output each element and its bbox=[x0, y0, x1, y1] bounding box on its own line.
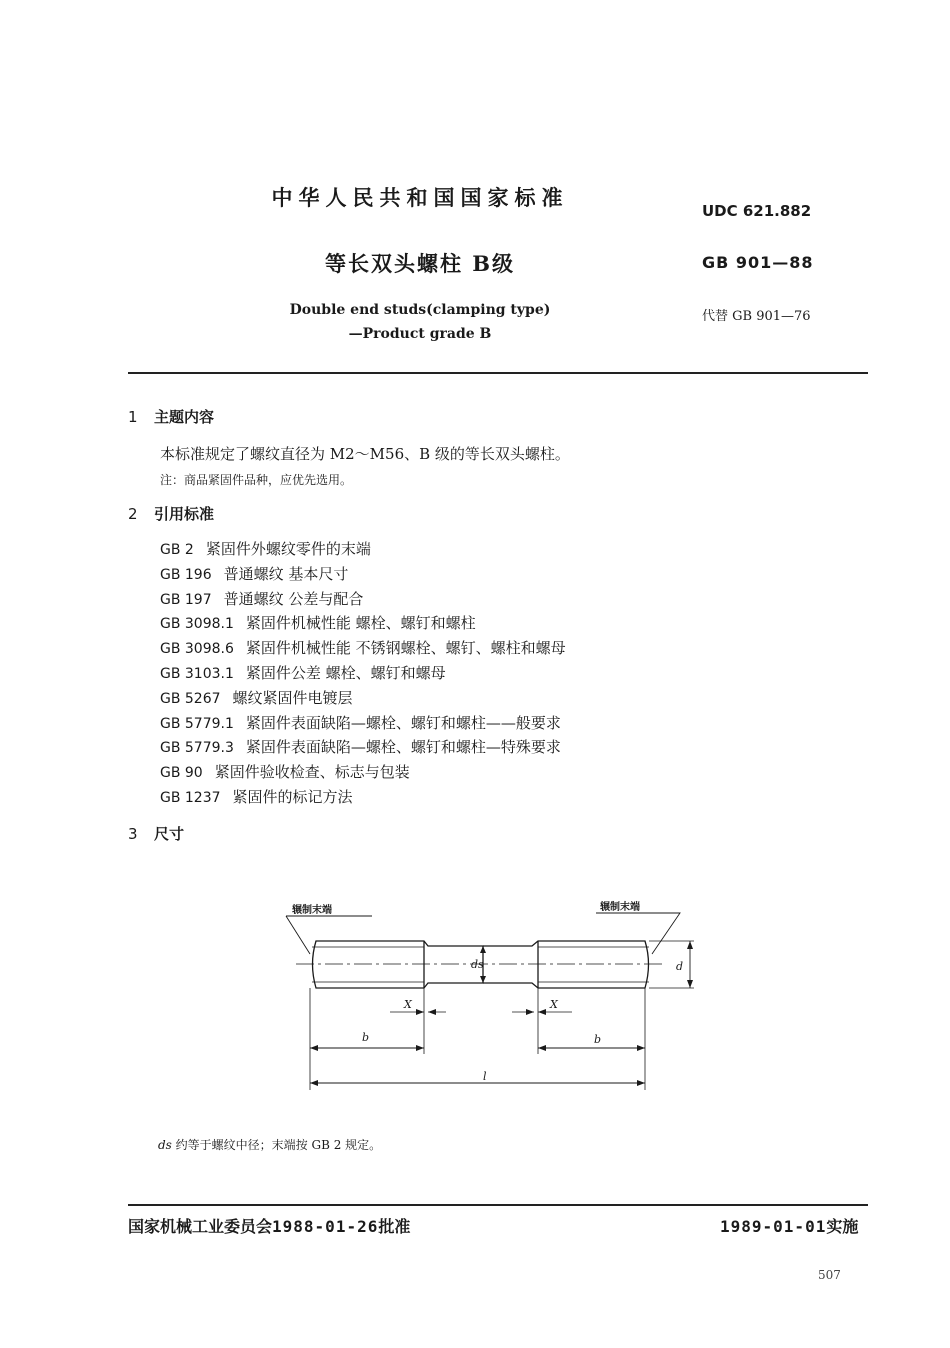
reference-title: 紧固件机械性能 螺栓、螺钉和螺柱 bbox=[245, 614, 476, 633]
reference-title: 紧固件外螺纹零件的末端 bbox=[205, 540, 371, 558]
header-divider bbox=[128, 372, 868, 374]
leader-right bbox=[596, 913, 680, 954]
reference-item bbox=[160, 636, 566, 661]
national-standard-title: 中华人民共和国国家标准 bbox=[271, 185, 569, 210]
section-title: 引用标准 bbox=[154, 505, 215, 523]
approval-org: 国家机械工业委员会 bbox=[128, 1217, 273, 1236]
reference-code: GB 5267 bbox=[160, 690, 221, 707]
effective-date: 1989-01-01 bbox=[720, 1217, 827, 1236]
reference-code: GB 2 bbox=[160, 542, 194, 558]
section-title: 尺寸 bbox=[154, 825, 185, 843]
reference-title: 紧固件公差 螺栓、螺钉和螺母 bbox=[245, 663, 446, 682]
stud-body-right bbox=[483, 941, 649, 988]
reference-item bbox=[160, 587, 566, 612]
reference-item bbox=[160, 735, 566, 760]
effective-suffix: 实施 bbox=[826, 1217, 859, 1236]
approval-suffix: 批准 bbox=[378, 1217, 411, 1236]
leader-left bbox=[286, 916, 310, 954]
reference-title: 紧固件验收检查、标志与包装 bbox=[214, 763, 410, 782]
approval-date: 1988-01-26 bbox=[272, 1217, 379, 1236]
reference-list bbox=[160, 537, 566, 810]
section-2-heading bbox=[128, 503, 214, 524]
reference-code: GB 3098.1 bbox=[160, 616, 234, 633]
approval-line bbox=[128, 1214, 410, 1237]
reference-code: GB 3098.6 bbox=[160, 641, 234, 658]
stud-body-left bbox=[313, 941, 484, 988]
standard-title: 等长双头螺柱 B级 bbox=[324, 251, 516, 276]
replaces-standard: 代替 GB 901—76 bbox=[702, 309, 811, 324]
reference-title: 紧固件表面缺陷—螺栓、螺钉和螺柱—特殊要求 bbox=[245, 738, 561, 757]
section-number: 2 bbox=[128, 505, 138, 523]
reference-code: GB 1237 bbox=[160, 789, 221, 806]
reference-item bbox=[160, 661, 566, 686]
caption-text: 约等于螺纹中径；末端按 GB 2 规定。 bbox=[175, 1138, 382, 1152]
section-number: 1 bbox=[128, 408, 138, 426]
section-3-heading bbox=[128, 823, 184, 844]
reference-item bbox=[160, 711, 566, 736]
reference-title: 螺纹紧固件电镀层 bbox=[232, 688, 353, 707]
reference-code: GB 90 bbox=[160, 765, 203, 782]
reference-code: GB 3103.1 bbox=[160, 665, 234, 682]
reference-code: GB 5779.1 bbox=[160, 715, 234, 732]
section-number: 3 bbox=[128, 825, 138, 843]
gb-number: GB 901—88 bbox=[702, 253, 814, 272]
section-1-heading bbox=[128, 406, 214, 427]
label-end-left: 辗制末端 bbox=[292, 905, 332, 916]
reference-title: 紧固件表面缺陷—螺栓、螺钉和螺柱——般要求 bbox=[245, 713, 561, 732]
section-1-note: 注：商品紧固件品种，应优先选用。 bbox=[160, 473, 353, 487]
dim-l-label: l bbox=[483, 1070, 487, 1083]
effective-line bbox=[720, 1214, 858, 1237]
dim-x-right-label: X bbox=[550, 998, 558, 1011]
english-title-line1: Double end studs(clamping type) bbox=[289, 302, 551, 318]
reference-code: GB 196 bbox=[160, 566, 212, 583]
section-title: 主题内容 bbox=[154, 408, 215, 426]
reference-code: GB 197 bbox=[160, 591, 212, 608]
reference-title: 普通螺纹 公差与配合 bbox=[223, 589, 364, 608]
drawing-caption bbox=[158, 1136, 381, 1153]
reference-item bbox=[160, 537, 566, 562]
reference-title: 普通螺纹 基本尺寸 bbox=[223, 564, 349, 583]
page-number: 507 bbox=[818, 1268, 841, 1282]
reference-item bbox=[160, 760, 566, 785]
reference-title: 紧固件的标记方法 bbox=[232, 787, 353, 806]
reference-item bbox=[160, 611, 566, 636]
udc-code: UDC 621.882 bbox=[702, 202, 812, 220]
dim-ds-label: ds bbox=[471, 958, 484, 971]
dim-b-left-label: b bbox=[362, 1031, 370, 1044]
reference-item bbox=[160, 785, 566, 810]
dim-b-right-label: b bbox=[594, 1033, 602, 1046]
dim-x-left-label: X bbox=[404, 998, 412, 1011]
dim-d-label: d bbox=[676, 960, 684, 973]
reference-item bbox=[160, 686, 566, 711]
footer-divider bbox=[128, 1204, 868, 1206]
reference-item bbox=[160, 562, 566, 587]
label-end-right: 辗制末端 bbox=[600, 902, 640, 913]
section-1-text: 本标准规定了螺纹直径为 M2～M56、B 级的等长双头螺柱。 bbox=[160, 445, 570, 463]
caption-symbol: ds bbox=[158, 1138, 172, 1152]
reference-title: 紧固件机械性能 不锈钢螺栓、螺钉、螺柱和螺母 bbox=[245, 639, 566, 658]
english-title-line2: —Product grade B bbox=[348, 326, 492, 342]
reference-code: GB 5779.3 bbox=[160, 740, 234, 757]
